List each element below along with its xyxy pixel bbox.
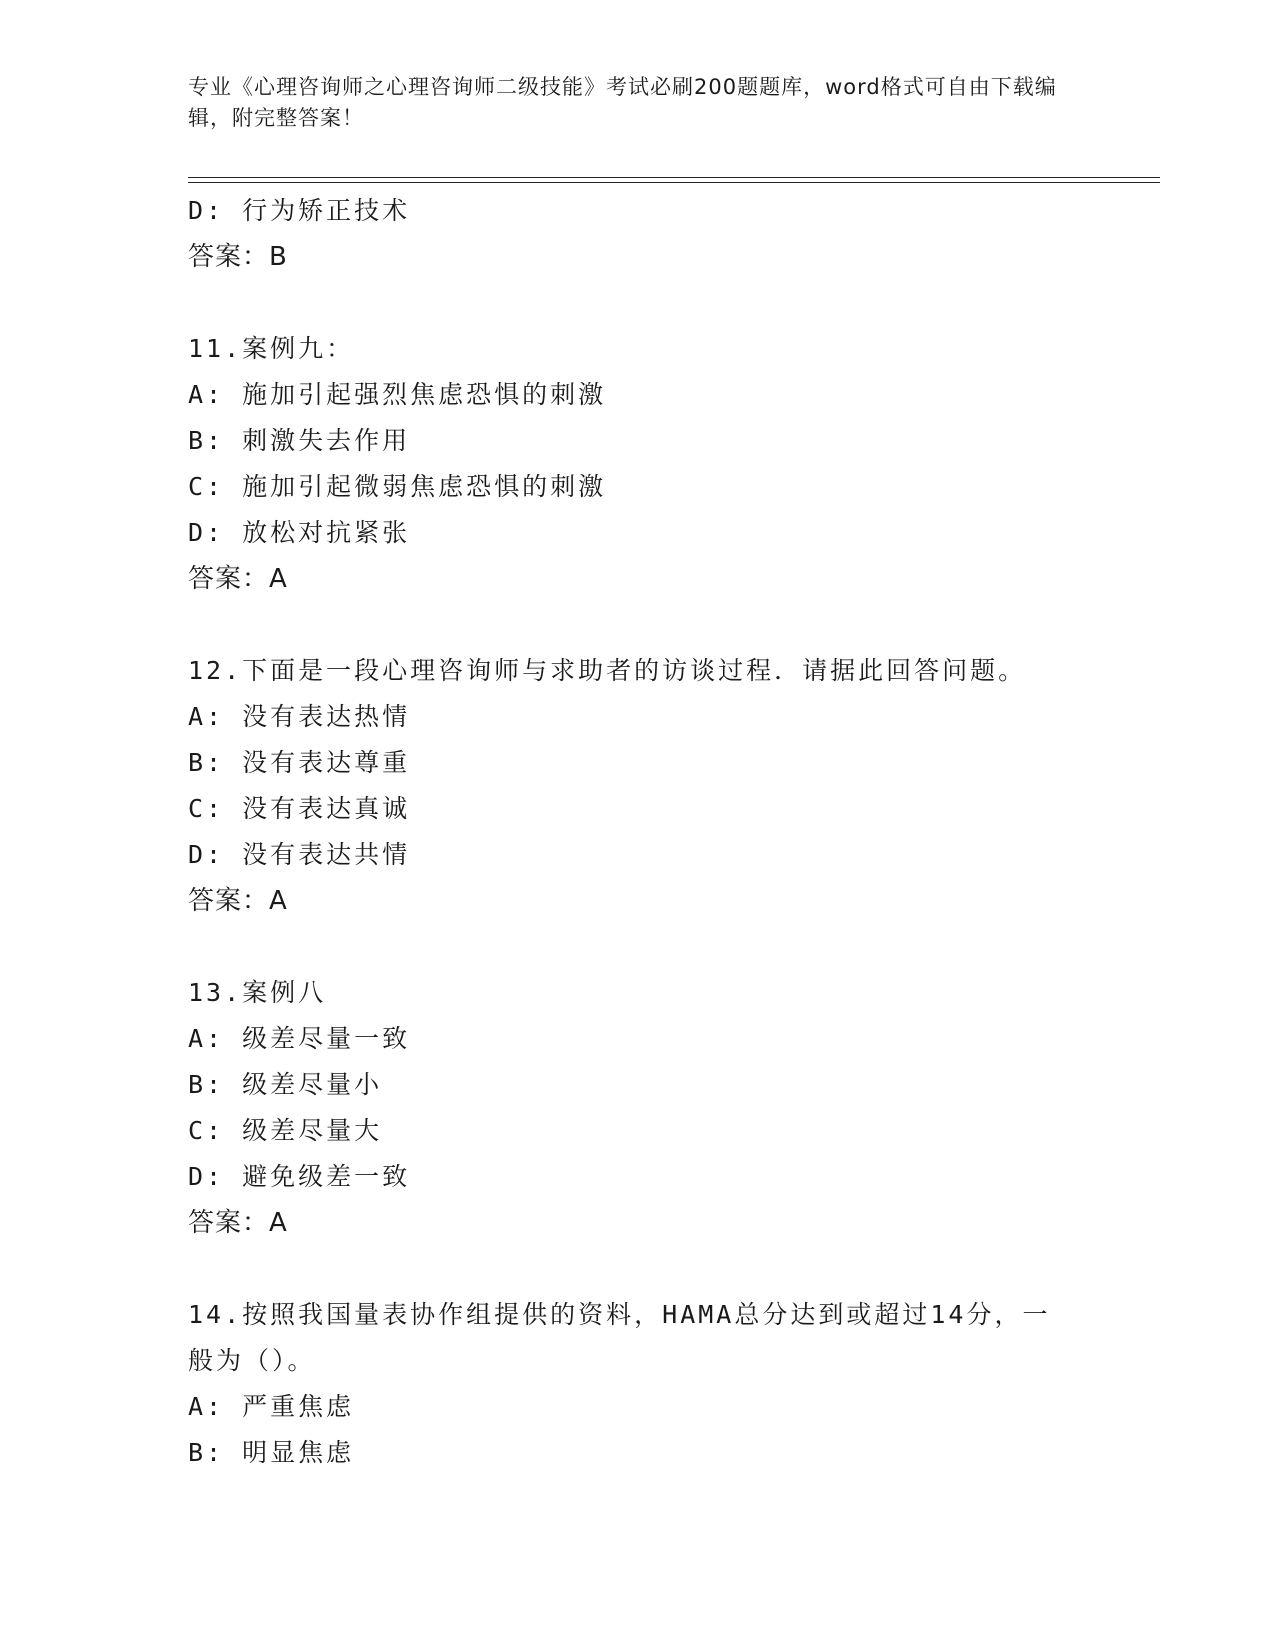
option-d: D: 没有表达共情 — [188, 840, 411, 869]
answer-line: 答案：A — [188, 564, 288, 594]
question-stem: 14.按照我国量表协作组提供的资料，HAMA总分达到或超过14分，一般为（）。 — [188, 1300, 1051, 1375]
answer-line: 答案：A — [188, 1208, 288, 1238]
spacer — [188, 1246, 1088, 1292]
option-b: B: 明显焦虑 — [188, 1438, 355, 1467]
option-a: A: 级差尽量一致 — [188, 1024, 411, 1053]
question-list — [188, 188, 1088, 1476]
option-a: A: 没有表达热情 — [188, 702, 411, 731]
document-header — [188, 72, 1068, 134]
question-13 — [188, 970, 1088, 1246]
question-12 — [188, 648, 1088, 924]
option-c: C: 没有表达真诚 — [188, 794, 411, 823]
header-text: 专业《心理咨询师之心理咨询师二级技能》考试必刷200题题库，word格式可自由下载编辑，附完整答案！ — [188, 75, 1057, 130]
option-a: A: 严重焦虑 — [188, 1392, 355, 1421]
header-rule-bottom — [188, 182, 1160, 183]
question-14 — [188, 1292, 1088, 1476]
question-stem: 11.案例九： — [188, 334, 355, 363]
question-stem: 13.案例八 — [188, 978, 327, 1007]
question-stem: 12.下面是一段心理咨询师与求助者的访谈过程．请据此回答问题。 — [188, 656, 1027, 685]
option-b: B: 刺激失去作用 — [188, 426, 411, 455]
header-rule-top — [188, 177, 1160, 178]
question-11 — [188, 326, 1088, 602]
option-d: D: 放松对抗紧张 — [188, 518, 411, 547]
spacer — [188, 924, 1088, 970]
option-d: D: 避免级差一致 — [188, 1162, 411, 1191]
option-c: C: 级差尽量大 — [188, 1116, 383, 1145]
option-d: D: 行为矫正技术 — [188, 196, 411, 225]
answer-line: 答案：A — [188, 886, 288, 916]
spacer — [188, 280, 1088, 326]
option-a: A: 施加引起强烈焦虑恐惧的刺激 — [188, 380, 607, 409]
option-b: B: 没有表达尊重 — [188, 748, 411, 777]
spacer — [188, 602, 1088, 648]
option-b: B: 级差尽量小 — [188, 1070, 383, 1099]
option-c: C: 施加引起微弱焦虑恐惧的刺激 — [188, 472, 607, 501]
answer-line: 答案：B — [188, 242, 288, 272]
